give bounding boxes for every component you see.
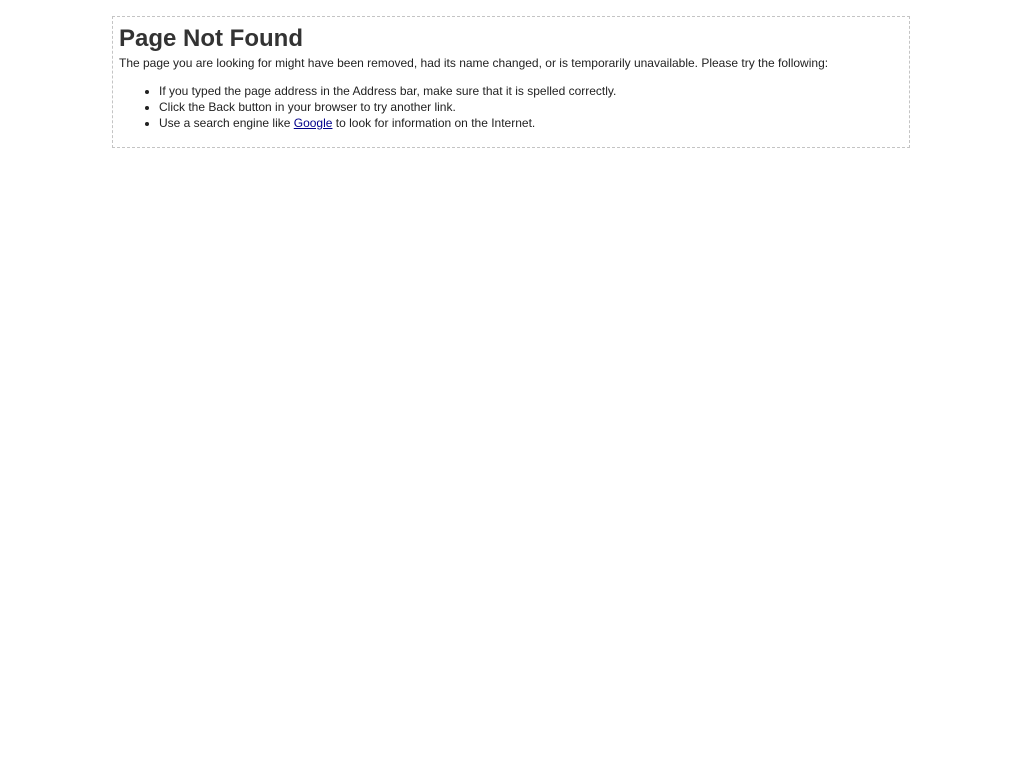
intro-text: The page you are looking for might have been removed, had its name changed, or is temporarily unavailable. Please try the following: [119,56,829,70]
suggestion-check-address [159,83,903,99]
suggestion-list [119,83,903,131]
suggestion-text-after: to look for information on the Internet. [332,116,536,130]
suggestion-search-engine [159,115,903,131]
suggestion-text: Click the Back button in your browser to try another link. [159,100,456,114]
page-title: Page Not Found [119,25,303,52]
suggestion-text-before: Use a search engine like [159,116,294,130]
suggestion-back-button [159,99,903,115]
google-link[interactable]: Google [293,116,333,130]
suggestion-text: If you typed the page address in the Address bar, make sure that it is spelled correctly. [159,84,617,98]
error-message-box [112,16,910,148]
